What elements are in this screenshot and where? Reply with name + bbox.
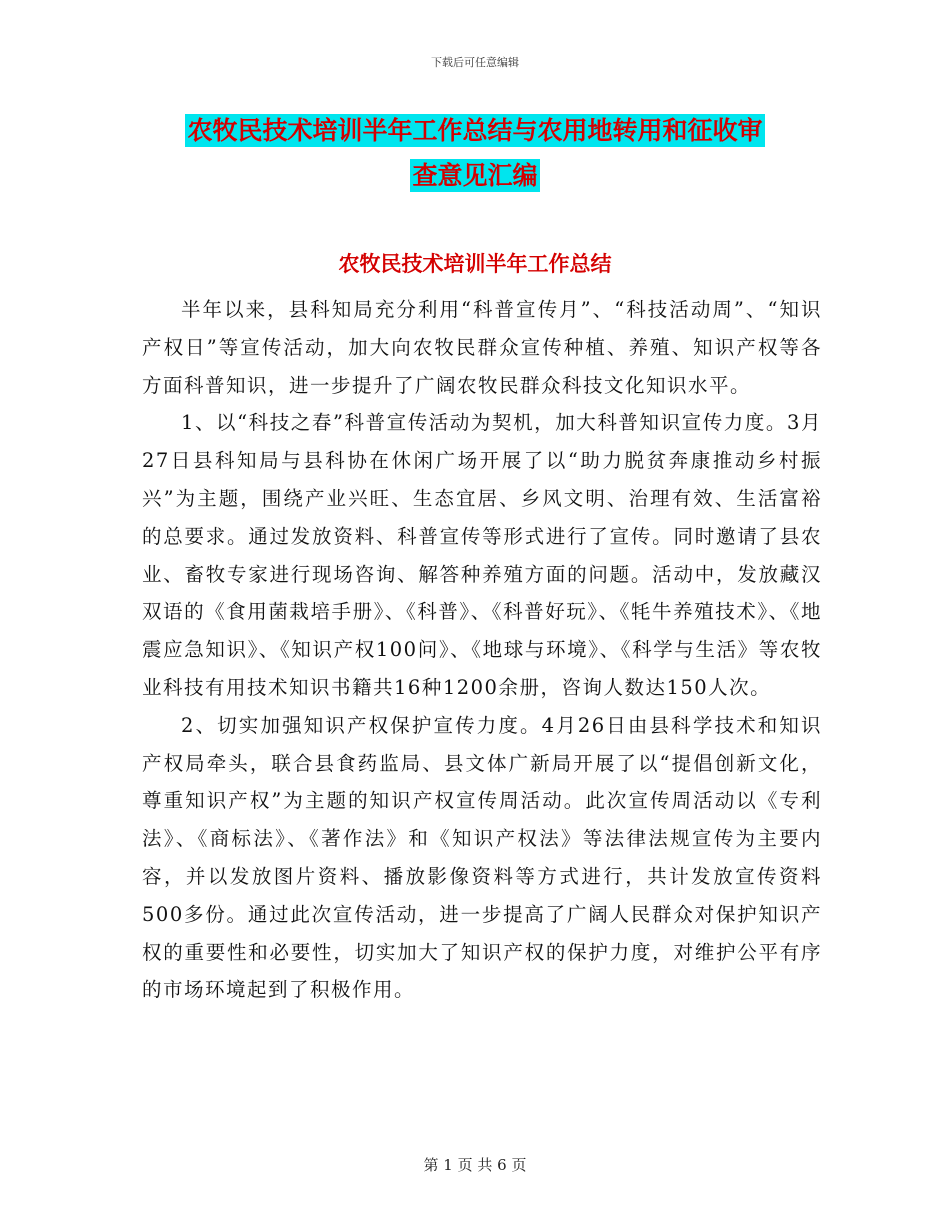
page-number-footer: 第 1 页 共 6 页 bbox=[423, 1156, 527, 1174]
paragraph-item-1: 1、以“科技之春”科普宣传活动为契机，加大科普知识宣传力度。3月27日县科知局与县科协在休闲广场开展了以“助力脱贫奔康推动乡村振兴”为主题，围绕产业兴旺、生态宜居、乡风文明、治理有效、生活富裕的总要求。通过发放资料、科普宣传等形式进行了宣传。同时邀请了县农业、畜牧专家进行现场咨询、解答种养殖方面的问题。活动中，发放藏汉双语的《食用菌栽培手册》、《科普》、《科普好玩》、《牦牛养殖技术》、《地震应急知识》、《知识产权100问》、《地球与环境》、《科学与生活》等农牧业科技有用技术知识书籍共16种1200余册，咨询人数达150人次。 bbox=[142, 411, 822, 699]
document-body bbox=[142, 291, 822, 1009]
section-title: 农牧民技术培训半年工作总结 bbox=[338, 252, 612, 276]
document-title bbox=[0, 108, 950, 198]
paragraph-intro: 半年以来，县科知局充分利用“科普宣传月”、“科技活动周”、“知识产权日”等宣传活动，加大向农牧民群众宣传种植、养殖、知识产权等各方面科普知识，进一步提升了广阔农牧民群众科技文化知识水平。 bbox=[142, 298, 822, 397]
page-header-note: 下载后可任意编辑 bbox=[431, 56, 519, 69]
document-title-line-2: 查意见汇编 bbox=[412, 161, 538, 190]
paragraph-item-2: 2、切实加强知识产权保护宣传力度。4月26日由县科学技术和知识产权局牵头，联合县食药监局、县文体广新局开展了以“提倡创新文化，尊重知识产权”为主题的知识产权宣传周活动。此次宣传周活动以《专利法》、《商标法》、《著作法》和《知识产权法》等法律法规宣传为主要内容，并以发放图片资料、播放影像资料等方式进行，共计发放宣传资料500多份。通过此次宣传活动，进一步提高了广阔人民群众对保护知识产权的重要性和必要性，切实加大了知识产权的保护力度，对维护公平有序的市场环境起到了积极作用。 bbox=[142, 713, 822, 1002]
document-title-line-1: 农牧民技术培训半年工作总结与农用地转用和征收审 bbox=[187, 116, 763, 145]
